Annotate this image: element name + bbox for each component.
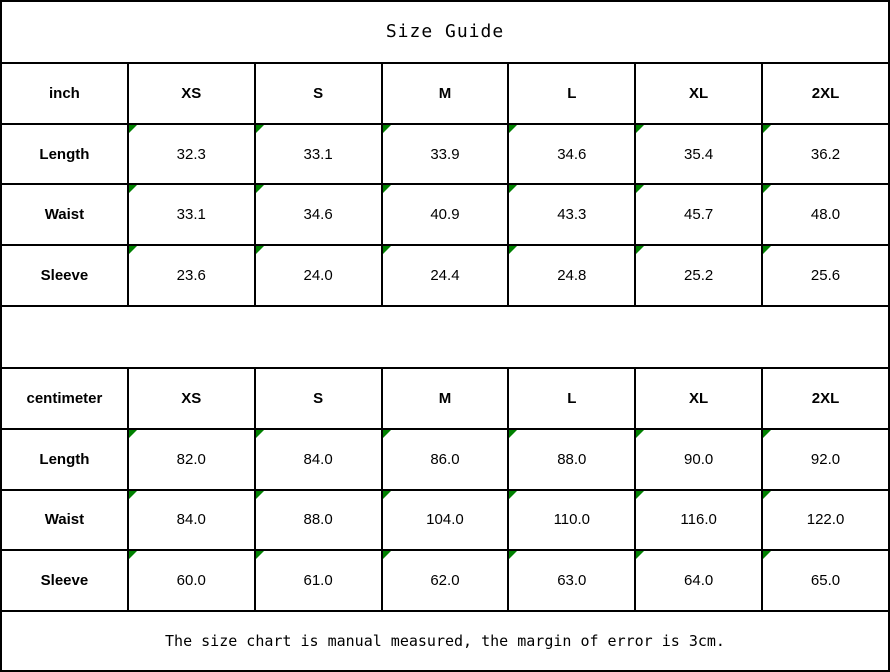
cell-value: 25.2 bbox=[684, 267, 714, 285]
cell-value: 61.0 bbox=[303, 572, 333, 590]
cell-value: 45.7 bbox=[684, 206, 714, 224]
page-title: Size Guide bbox=[1, 1, 889, 63]
cell-flag-icon bbox=[256, 491, 264, 499]
cell-flag-icon bbox=[763, 430, 771, 438]
cell-flag-icon bbox=[129, 430, 137, 438]
cell-flag-icon bbox=[129, 551, 137, 559]
table-cell bbox=[255, 490, 382, 551]
cell-value: 65.0 bbox=[810, 572, 841, 590]
cell-value: 84.0 bbox=[176, 511, 206, 529]
cell-value: 122.0 bbox=[806, 511, 845, 529]
cell-flag-icon bbox=[509, 551, 517, 559]
table-cell bbox=[128, 429, 255, 490]
cell-flag-icon bbox=[129, 185, 137, 193]
table-cell bbox=[635, 124, 762, 185]
table-cell bbox=[255, 429, 382, 490]
cell-flag-icon bbox=[256, 125, 264, 133]
table-cell bbox=[508, 550, 635, 611]
cell-value: 88.0 bbox=[303, 511, 333, 529]
cell-flag-icon bbox=[636, 246, 644, 254]
cell-flag-icon bbox=[383, 430, 391, 438]
cell-value: 33.9 bbox=[430, 145, 460, 163]
row-label: Waist bbox=[1, 490, 128, 551]
row-label: Sleeve bbox=[1, 550, 128, 611]
measurement-note: The size chart is manual measured, the margin of error is 3cm. bbox=[1, 611, 889, 671]
cell-value: 24.0 bbox=[303, 267, 333, 285]
cell-value: 63.0 bbox=[557, 572, 587, 590]
cell-flag-icon bbox=[256, 430, 264, 438]
cell-flag-icon bbox=[636, 491, 644, 499]
size-header-2xl: 2XL bbox=[762, 368, 889, 429]
title-row bbox=[1, 1, 889, 63]
table-cell bbox=[382, 184, 509, 245]
table-cell bbox=[128, 490, 255, 551]
unit-label-inch: inch bbox=[1, 63, 128, 124]
cell-flag-icon bbox=[509, 125, 517, 133]
size-header-s: S bbox=[255, 63, 382, 124]
cell-flag-icon bbox=[763, 185, 771, 193]
size-header-l: L bbox=[508, 63, 635, 124]
cell-flag-icon bbox=[256, 246, 264, 254]
cell-flag-icon bbox=[636, 430, 644, 438]
cell-flag-icon bbox=[509, 246, 517, 254]
table-cell bbox=[762, 429, 889, 490]
table-cell bbox=[508, 184, 635, 245]
size-header-m: M bbox=[382, 368, 509, 429]
table-cell bbox=[382, 429, 509, 490]
table-cell bbox=[128, 245, 255, 306]
cell-value: 86.0 bbox=[430, 450, 460, 468]
cell-value: 33.1 bbox=[303, 145, 333, 163]
cm-length-row bbox=[1, 429, 889, 490]
row-label: Length bbox=[1, 124, 128, 185]
table-cell bbox=[762, 245, 889, 306]
table-cell bbox=[635, 429, 762, 490]
cell-value: 35.4 bbox=[684, 145, 714, 163]
cell-flag-icon bbox=[256, 185, 264, 193]
cell-value: 84.0 bbox=[303, 450, 333, 468]
cell-flag-icon bbox=[383, 185, 391, 193]
table-cell bbox=[255, 245, 382, 306]
table-cell bbox=[128, 550, 255, 611]
size-header-xl: XL bbox=[635, 63, 762, 124]
table-cell bbox=[508, 124, 635, 185]
cell-flag-icon bbox=[509, 185, 517, 193]
table-cell bbox=[255, 124, 382, 185]
cell-value: 64.0 bbox=[684, 572, 714, 590]
cell-flag-icon bbox=[763, 491, 771, 499]
size-header-2xl: 2XL bbox=[762, 63, 889, 124]
inch-header-row bbox=[1, 63, 889, 124]
cm-header-row bbox=[1, 368, 889, 429]
cell-value: 60.0 bbox=[176, 572, 206, 590]
cell-flag-icon bbox=[383, 491, 391, 499]
size-header-xs: XS bbox=[128, 63, 255, 124]
cell-value: 24.4 bbox=[430, 267, 460, 285]
spacer-row bbox=[1, 306, 889, 368]
size-header-xs: XS bbox=[128, 368, 255, 429]
cell-flag-icon bbox=[129, 125, 137, 133]
table-cell bbox=[128, 124, 255, 185]
cm-sleeve-row bbox=[1, 550, 889, 611]
table-cell bbox=[382, 124, 509, 185]
table-cell bbox=[635, 550, 762, 611]
cell-flag-icon bbox=[636, 185, 644, 193]
cell-value: 25.6 bbox=[810, 267, 841, 285]
table-cell bbox=[635, 184, 762, 245]
cell-value: 92.0 bbox=[810, 450, 841, 468]
cell-value: 88.0 bbox=[557, 450, 587, 468]
row-label: Waist bbox=[1, 184, 128, 245]
cell-value: 48.0 bbox=[810, 206, 841, 224]
row-label: Length bbox=[1, 429, 128, 490]
table-cell bbox=[382, 490, 509, 551]
table-cell bbox=[508, 245, 635, 306]
table-cell bbox=[128, 184, 255, 245]
cell-value: 104.0 bbox=[426, 511, 464, 529]
note-row bbox=[1, 611, 889, 671]
cell-value: 82.0 bbox=[176, 450, 206, 468]
cell-flag-icon bbox=[129, 246, 137, 254]
cell-flag-icon bbox=[383, 246, 391, 254]
size-header-s: S bbox=[255, 368, 382, 429]
unit-label-centimeter: centimeter bbox=[1, 368, 128, 429]
cell-value: 90.0 bbox=[684, 450, 714, 468]
cell-flag-icon bbox=[763, 125, 771, 133]
cell-value: 33.1 bbox=[176, 206, 206, 224]
cell-flag-icon bbox=[509, 430, 517, 438]
table-cell bbox=[762, 550, 889, 611]
row-label: Sleeve bbox=[1, 245, 128, 306]
cell-flag-icon bbox=[383, 125, 391, 133]
cell-flag-icon bbox=[383, 551, 391, 559]
cell-flag-icon bbox=[636, 125, 644, 133]
cell-flag-icon bbox=[256, 551, 264, 559]
spacer-cell bbox=[1, 306, 889, 368]
table-cell bbox=[508, 429, 635, 490]
cell-value: 116.0 bbox=[680, 511, 717, 529]
cell-value: 43.3 bbox=[557, 206, 587, 224]
inch-length-row bbox=[1, 124, 889, 185]
cell-value: 34.6 bbox=[557, 145, 587, 163]
table-cell bbox=[382, 550, 509, 611]
cell-flag-icon bbox=[129, 491, 137, 499]
inch-sleeve-row bbox=[1, 245, 889, 306]
cm-waist-row bbox=[1, 490, 889, 551]
size-header-m: M bbox=[382, 63, 509, 124]
cell-value: 32.3 bbox=[176, 145, 206, 163]
cell-value: 110.0 bbox=[553, 511, 591, 529]
table-cell bbox=[762, 490, 889, 551]
table-cell bbox=[382, 245, 509, 306]
cell-flag-icon bbox=[763, 246, 771, 254]
cell-value: 34.6 bbox=[303, 206, 333, 224]
table-cell bbox=[635, 245, 762, 306]
cell-value: 24.8 bbox=[557, 267, 587, 285]
table-cell bbox=[255, 184, 382, 245]
cell-value: 23.6 bbox=[176, 267, 206, 285]
inch-waist-row bbox=[1, 184, 889, 245]
cell-flag-icon bbox=[763, 551, 771, 559]
table-cell bbox=[635, 490, 762, 551]
size-header-xl: XL bbox=[635, 368, 762, 429]
cell-flag-icon bbox=[636, 551, 644, 559]
cell-value: 62.0 bbox=[430, 572, 460, 590]
cell-flag-icon bbox=[509, 491, 517, 499]
cell-value: 36.2 bbox=[810, 145, 841, 163]
size-header-l: L bbox=[508, 368, 635, 429]
cell-value: 40.9 bbox=[430, 206, 460, 224]
table-cell bbox=[762, 124, 889, 185]
table-cell bbox=[762, 184, 889, 245]
table-cell bbox=[508, 490, 635, 551]
table-cell bbox=[255, 550, 382, 611]
